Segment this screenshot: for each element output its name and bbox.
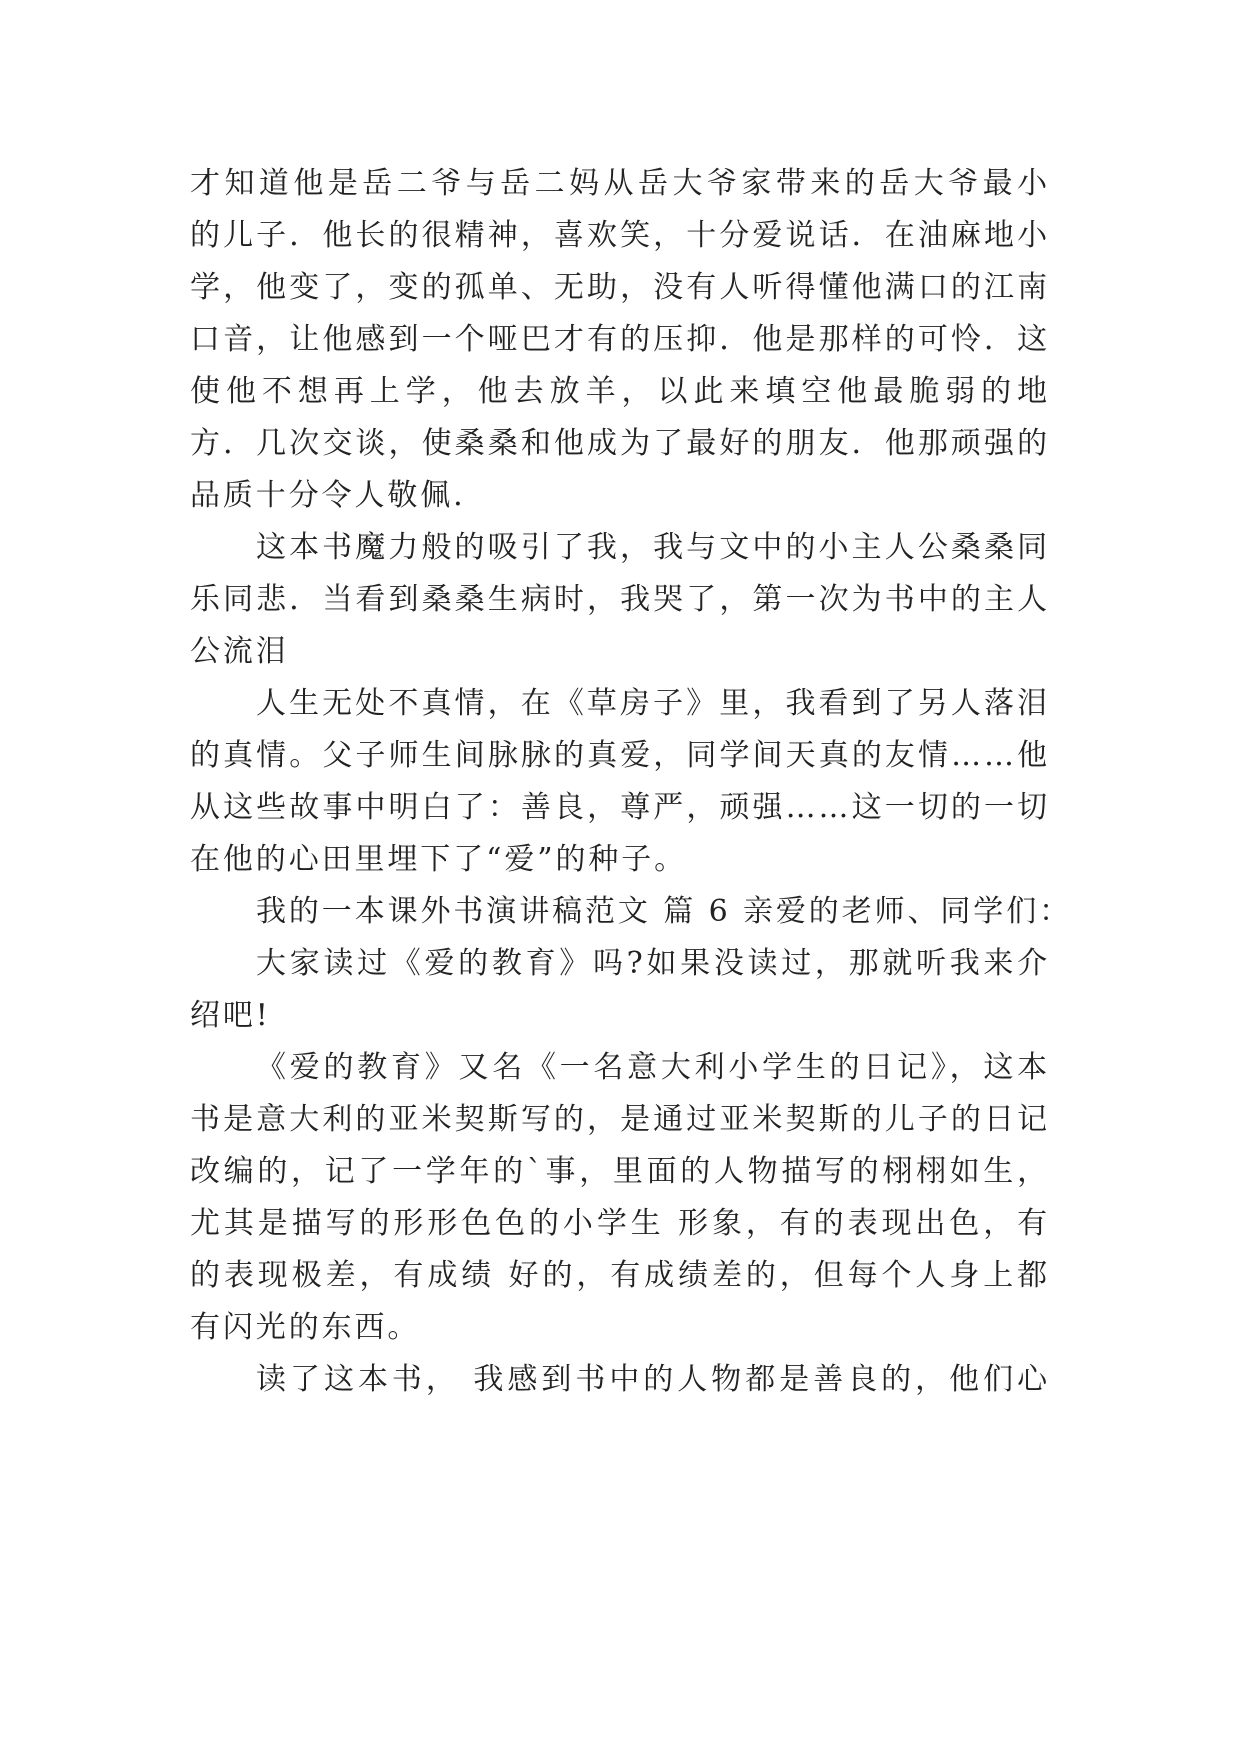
text-line: 从这些故事中明白了：善良，尊严，顽强……这一切的一切 — [190, 790, 1050, 825]
text-line: 的儿子．他长的很精神，喜欢笑，十分爱说话．在油麻地小 — [190, 218, 1050, 253]
text-line: 口音，让他感到一个哑巴才有的压抑．他是那样的可怜．这 — [190, 322, 1050, 357]
text-line: 使他不想再上学，他去放羊，以此来填空他最脆弱的地 — [190, 374, 1050, 409]
paragraph-start-line: 大家读过《爱的教育》吗?如果没读过，那就听我来介 — [256, 946, 1050, 981]
paragraph-start-line: 这本书魔力般的吸引了我，我与文中的小主人公桑桑同 — [256, 530, 1050, 565]
text-line: 书是意大利的亚米契斯写的，是通过亚米契斯的儿子的日记 — [190, 1102, 1050, 1137]
text-line: 绍吧! — [190, 998, 271, 1033]
text-line: 改编的，记了一学年的`事，里面的人物描写的栩栩如生， — [190, 1154, 1050, 1189]
body-text — [190, 158, 1072, 1406]
paragraph-start-line: 人生无处不真情，在《草房子》里，我看到了另人落泪 — [256, 686, 1050, 721]
text-line: 方．几次交谈，使桑桑和他成为了最好的朋友．他那顽强的 — [190, 426, 1050, 461]
paragraph-start-line: 读了这本书， 我感到书中的人物都是善良的，他们心 — [256, 1362, 1050, 1397]
paragraph-start-line: 《爱的教育》又名《一名意大利小学生的日记》，这本 — [256, 1050, 1050, 1085]
text-line: 学，他变了，变的孤单、无助，没有人听得懂他满口的江南 — [190, 270, 1050, 305]
text-line: 尤其是描写的形形色色的小学生 形象，有的表现出色，有 — [190, 1206, 1050, 1241]
text-line: 的真情。父子师生间脉脉的真爱，同学间天真的友情……他 — [190, 738, 1050, 773]
text-line: 有闪光的东西。 — [190, 1310, 421, 1345]
text-line: 的表现极差，有成绩 好的，有成绩差的，但每个人身上都 — [190, 1258, 1050, 1293]
text-line: 乐同悲．当看到桑桑生病时，我哭了，第一次为书中的主人 — [190, 582, 1050, 617]
text-line: 品质十分令人敬佩． — [190, 478, 487, 513]
text-line: 公流泪 — [190, 634, 289, 669]
text-line: 才知道他是岳二爷与岳二妈从岳大爷家带来的岳大爷最小 — [190, 166, 1050, 201]
paragraph-start-line: 我的一本课外书演讲稿范文 篇 6 亲爱的老师、同学们： — [256, 894, 1072, 929]
text-line: 在他的心田里埋下了“爱”的种子。 — [190, 842, 688, 877]
